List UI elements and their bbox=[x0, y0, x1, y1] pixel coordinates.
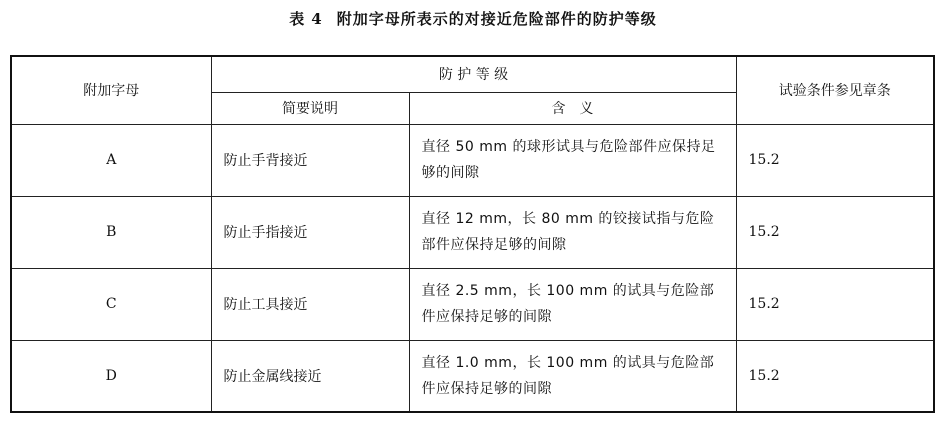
caption-title: 附加字母所表示的对接近危险部件的防护等级 bbox=[336, 10, 657, 28]
header-meaning: 含 义 bbox=[409, 92, 736, 124]
clause-cell: 15.2 bbox=[736, 196, 934, 268]
header-protection-level: 防 护 等 级 bbox=[211, 56, 736, 92]
letter-cell: D bbox=[11, 340, 211, 412]
brief-cell: 防止手指接近 bbox=[211, 196, 409, 268]
header-row-top bbox=[11, 56, 934, 92]
brief-cell: 防止金属线接近 bbox=[211, 340, 409, 412]
header-brief-description: 简要说明 bbox=[211, 92, 409, 124]
meaning-cell: 直径 50 mm 的球形试具与危险部件应保持足够的间隙 bbox=[409, 124, 736, 196]
table-row bbox=[11, 196, 934, 268]
meaning-cell: 直径 12 mm，长 80 mm 的铰接试指与危险部件应保持足够的间隙 bbox=[409, 196, 736, 268]
table-row bbox=[11, 268, 934, 340]
caption-number: 4 bbox=[311, 10, 323, 28]
protection-table bbox=[10, 55, 935, 413]
header-letter: 附加字母 bbox=[11, 56, 211, 124]
clause-cell: 15.2 bbox=[736, 268, 934, 340]
letter-cell: A bbox=[11, 124, 211, 196]
clause-cell: 15.2 bbox=[736, 124, 934, 196]
clause-cell: 15.2 bbox=[736, 340, 934, 412]
meaning-cell: 直径 1.0 mm，长 100 mm 的试具与危险部件应保持足够的间隙 bbox=[409, 340, 736, 412]
caption-prefix: 表 bbox=[289, 10, 306, 28]
table-row bbox=[11, 340, 934, 412]
brief-cell: 防止工具接近 bbox=[211, 268, 409, 340]
header-test-clause: 试验条件参见章条 bbox=[736, 56, 934, 124]
table-row bbox=[11, 124, 934, 196]
letter-cell: C bbox=[11, 268, 211, 340]
meaning-cell: 直径 2.5 mm，长 100 mm 的试具与危险部件应保持足够的间隙 bbox=[409, 268, 736, 340]
table-caption bbox=[0, 8, 946, 29]
letter-cell: B bbox=[11, 196, 211, 268]
brief-cell: 防止手背接近 bbox=[211, 124, 409, 196]
